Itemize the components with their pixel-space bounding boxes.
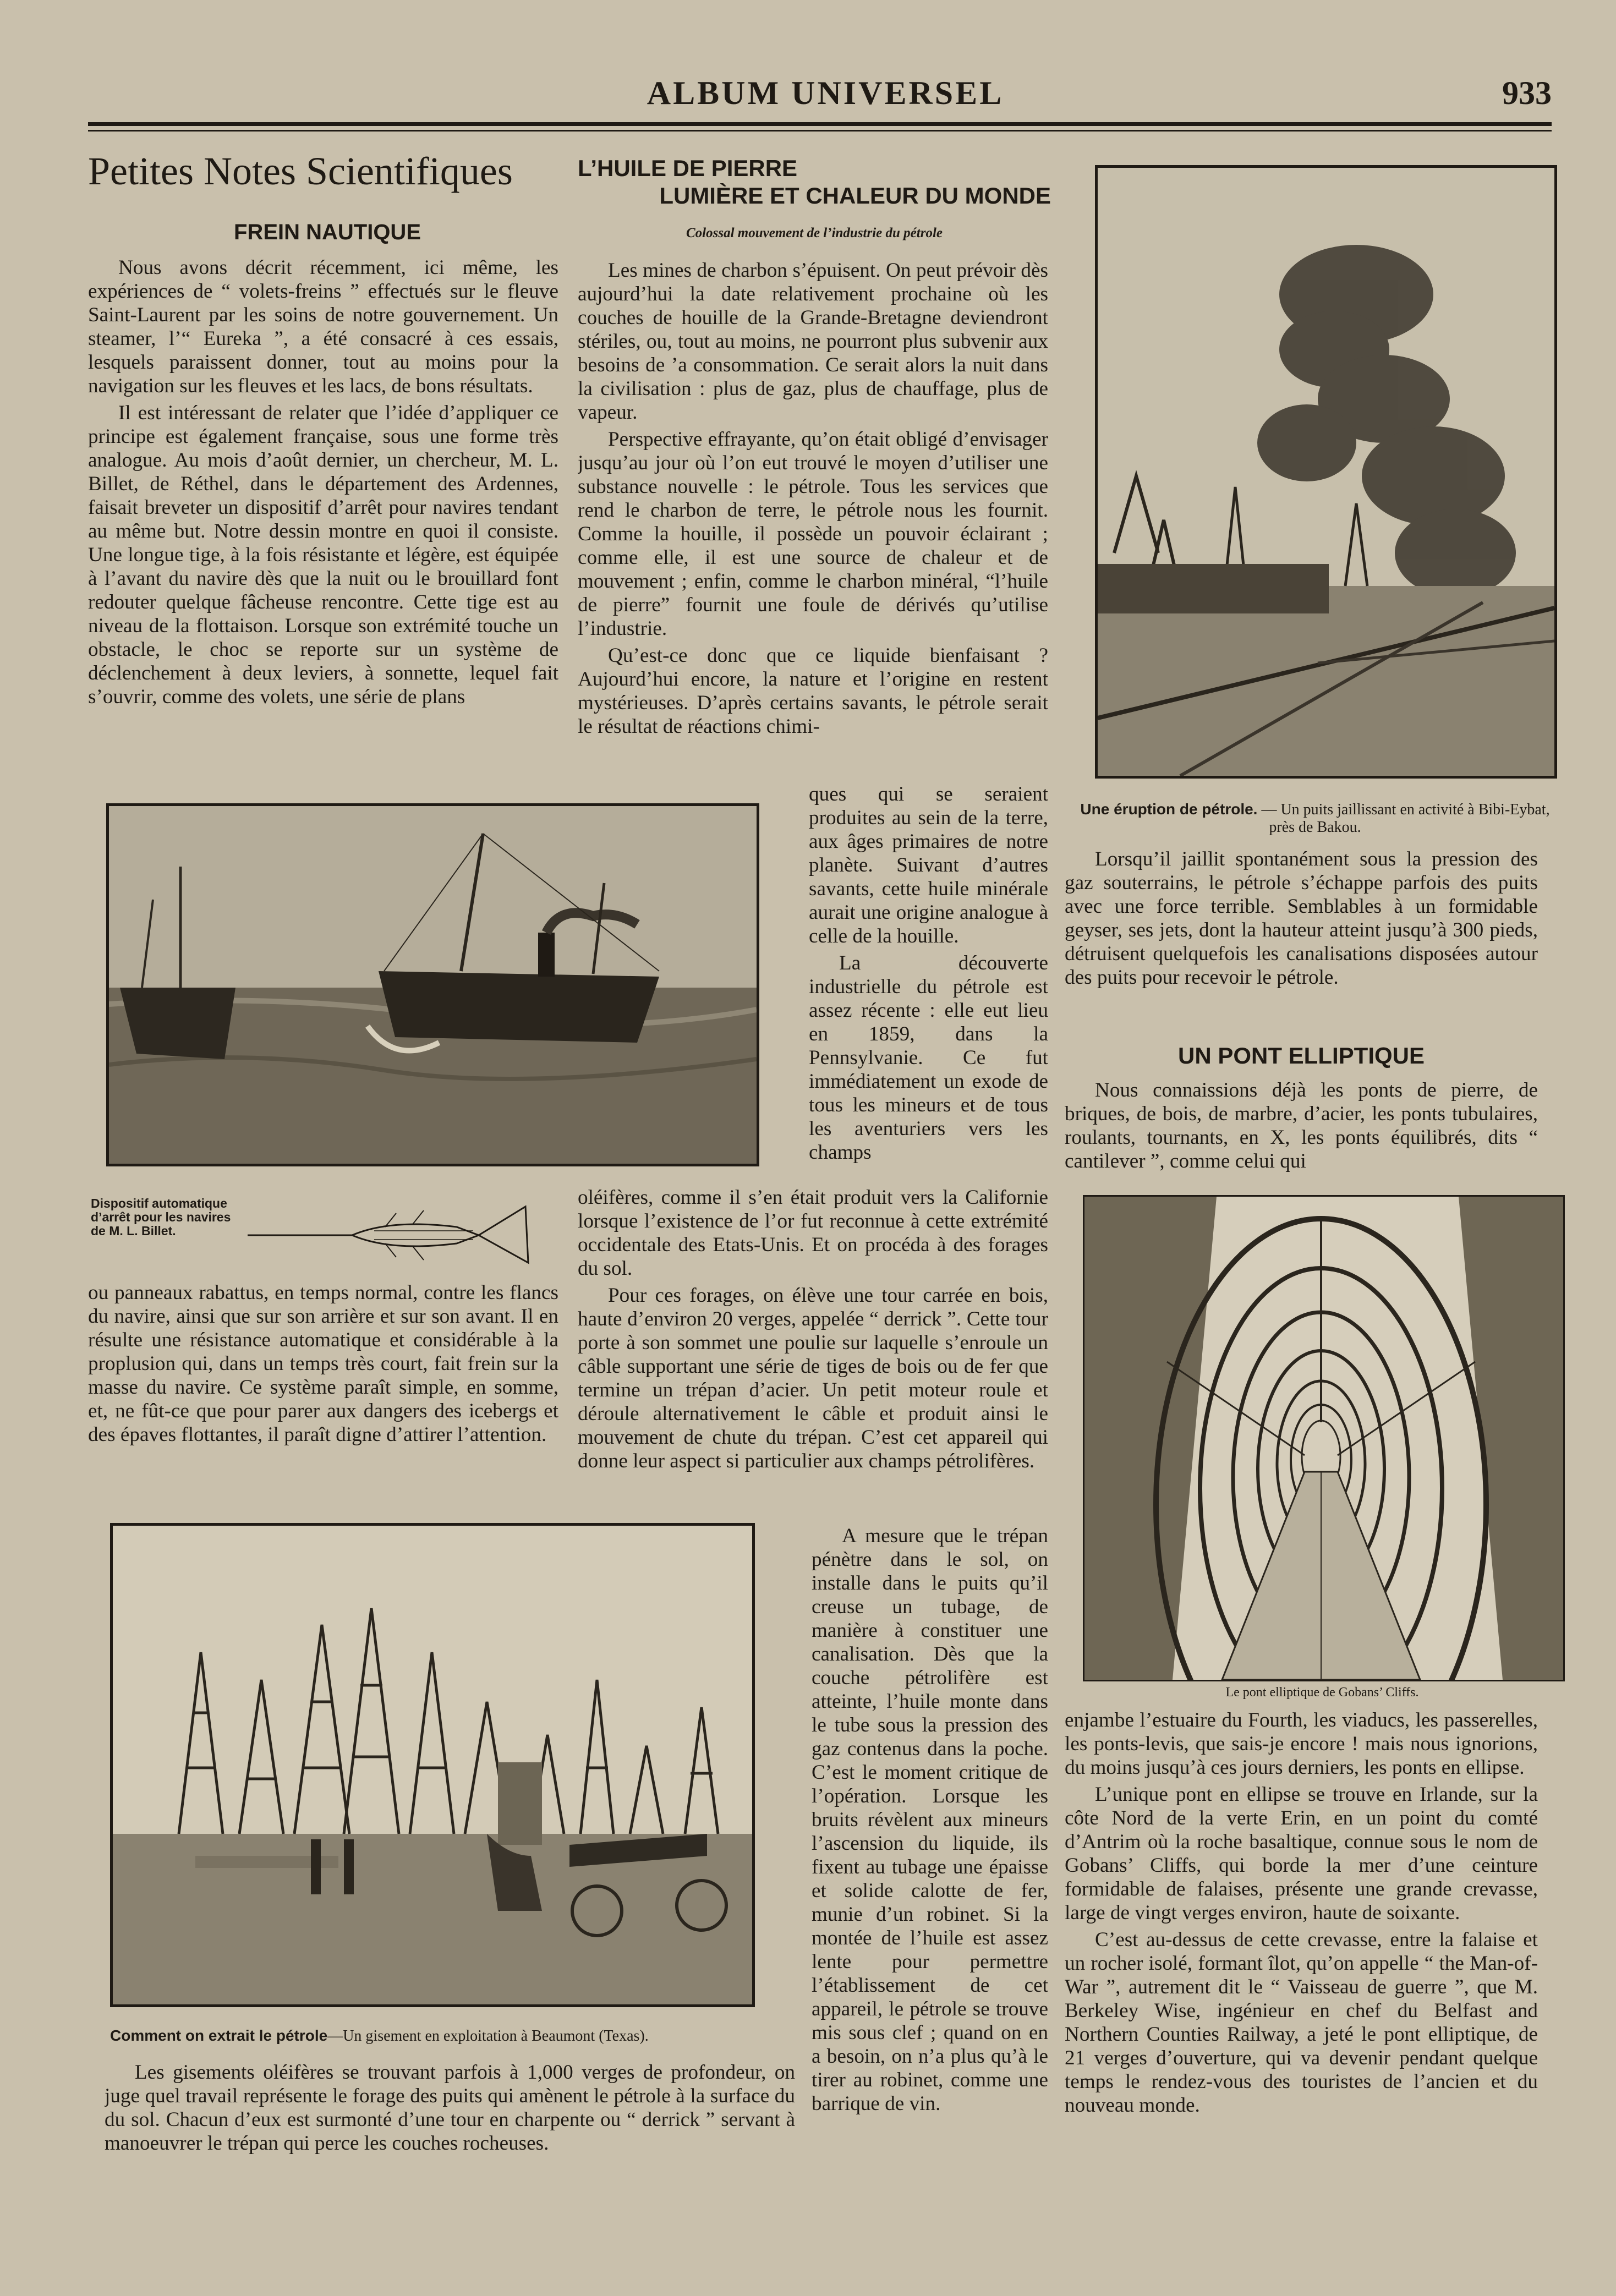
article-frein-continued: [88, 1281, 558, 1501]
article-title-frein: FREIN NAUTIQUE: [234, 220, 421, 244]
article-title-pont: UN PONT ELLIPTIQUE: [1177, 1043, 1425, 1068]
derricks-illustration: [113, 1526, 752, 2004]
eruption-photo: [1095, 165, 1557, 779]
header-rule: [88, 122, 1552, 126]
paragraph: La découverte industrielle du pétrole est assez récente : elle eut lieu en 1859, dans la Pennsylvanie. Ce fut immédiatement un exode de tous les mineurs et de tous les aventuriers vers les champs: [809, 952, 1048, 1164]
article-oil-text: [578, 259, 1048, 784]
bridge-caption: Le pont elliptique de Gobans’ Cliffs.: [1225, 1685, 1419, 1700]
header-rule-thin: [88, 130, 1552, 131]
ship-photo: [106, 803, 759, 1166]
ship-illustration: [109, 806, 757, 1164]
section-title: Petites Notes Scientifiques: [88, 149, 513, 193]
bridge-text-1: [1065, 1078, 1538, 1177]
article-title-oil-line1: L’HUILE DE PIERRE: [578, 155, 798, 181]
paragraph: Pour ces forages, on élève une tour carrée en bois, haute d’environ 20 verges, appelée “ derrick ”. Cette tour porte à son sommet une poulie sur laquelle s’enroule un câble supportant une série de tiges de bois ou de fer que termine un trépan d’acier. Un petit moteur roule et déroule alternativement le câble et produit ainsi le mouvement de chute du trépan. C’est cet appareil qui donne leur aspect si particulier aux champs pétrolifères.: [578, 1284, 1048, 1472]
paragraph: C’est au-dessus de cette crevasse, entre la falaise et un rocher isolé, formant îlot, qu’on appelle “ the Man-of-War ”, autrement dit le “ Vaisseau de guerre ”, que M. Berkeley Wise, ingénieur en chef du Belfast and Northern Counties Railway, a jeté le pont elliptique, de 21 verges d’ouverture, qui va devenir pendant quelque temps le rendez-vous des touristes de l’ancien et du nouveau monde.: [1065, 1928, 1538, 2117]
diagram-caption: Dispositif automatique d’arrêt pour les navires de M. L. Billet.: [91, 1196, 231, 1238]
paragraph: Qu’est-ce donc que ce liquide bienfaisant ? Aujourd’hui encore, la nature et l’origine en restent mystérieuses. D’après certains savants, le pétrole serait le résultat de réactions chimi-: [578, 644, 1048, 738]
brake-device-diagram: [248, 1197, 545, 1274]
running-header-title: ALBUM UNIVERSEL: [647, 75, 1004, 111]
article-oil-narrow-1: [809, 782, 1048, 1177]
paragraph: Nous avons décrit récemment, ici même, les expériences de “ volets-freins ” effectués sur le fleuve Saint-Laurent par les soins de notre gouvernement. Un steamer, l’“ Eureka ”, a été consacré à ces essais, lesquels paraissent donner, tout au moins pour la navigation sur les fleuves et les lacs, de bons résultats.: [88, 256, 558, 397]
oilfield-photo: [110, 1523, 755, 2007]
device-sketch: [248, 1197, 545, 1274]
paragraph: Les mines de charbon s’épuisent. On peut prévoir dès aujourd’hui la date relativement prochaine où les couches de houille de la Grande-Bretagne deviendront stériles, ou, tout au moins, ne pourront plus subvenir aux besoins de ’a consommation. Ce serait alors la nuit dans la civilisation : plus de gaz, plus de chauffage, plus de vapeur.: [578, 259, 1048, 424]
article-subtitle-oil: Colossal mouvement de l’industrie du pétrole: [686, 226, 943, 240]
article-oil-narrow-2: [812, 1524, 1048, 2184]
article-oil-text-mid: [578, 1186, 1048, 1526]
paragraph: Perspective effrayante, qu’on était obligé d’envisager jusqu’au jour où l’on eut trouvé le moyen d’utiliser une substance nouvelle : le pétrole. Tous les services que rend le charbon de terre, le pétrole nous les fournit. Comme la houille, il possède un pouvoir éclairant ; comme elle, il est une source de chaleur et de mouvement ; enfin, comme le charbon minéral, “l’huile de pierre” fournit une foule de dérivés qu’utilise l’industrie.: [578, 428, 1048, 640]
caption-rest: — Un puits jaillissant en activité à Bibi-Eybat, près de Bakou.: [1257, 801, 1550, 836]
bridge-text-2: [1065, 1708, 1538, 2198]
article-frein-text: [88, 256, 558, 784]
oilfield-text: [105, 2061, 795, 2182]
paragraph: ques qui se seraient produites au sein de la terre, aux âges primaires de notre planète. Suivant d’autres savants, cette huile minérale aurait une origine analogue à celle de la houille.: [809, 783, 1048, 947]
bridge-illustration-frame: [1083, 1195, 1565, 1681]
oilfield-caption: [110, 2027, 770, 2045]
oil-eruption-illustration: [1098, 168, 1554, 776]
elliptical-bridge-illustration: [1084, 1197, 1563, 1680]
caption-bold: Une éruption de pétrole.: [1080, 801, 1258, 818]
paragraph: ou panneaux rabattus, en temps normal, contre les flancs du navire, ainsi que sur son arrière et sur son avant. Il en résulte une résistance automatique et considérable à la proplusion qui, dans un temps très court, fait frein sur la masse du navire. Ce système paraît simple, en somme, et, ne fût-ce que pour parer aux dangers des icebergs et des épaves flottantes, il paraît digne d’attirer l’attention.: [88, 1281, 558, 1446]
paragraph: L’unique pont en ellipse se trouve en Irlande, sur la côte Nord de la verte Erin, en un point du comté d’Antrim où la roche basaltique, connue sous le nom de Gobans’ Cliffs, qui borde la mer d’une ceinture formidable de falaises, présente une grande crevasse, large de vingt verges environ, haute de soixante.: [1065, 1783, 1538, 1924]
article-title-oil-line2: LUMIÈRE ET CHALEUR DU MONDE: [659, 183, 1051, 209]
paragraph: Nous connaissions déjà les ponts de pierre, de briques, de bois, de marbre, d’acier, les ponts tubulaires, roulants, tournants, en X, les ponts équilibrés, dits “ cantilever ”, comme celui qui: [1065, 1079, 1538, 1172]
paragraph: A mesure que le trépan pénètre dans le sol, on installe dans le puits qu’il creuse un tubage, de manière à constituer une canalisation. Dès que la couche pétrolifère est atteinte, l’huile monte dans le tube sous la pression des gaz contenus dans la poche. C’est le moment critique de l’opération. Lorsque les bruits révèlent aux mineurs l’ascension du liquide, ils fixent au tubage une épaisse et solide calotte de fer, munie d’un robinet. Si la montée de l’huile est assez lente pour permettre l’établissement de cet appareil, le pétrole se trouve mis sous clef ; quand on en a besoin, on n’a plus qu’à le tirer au robinet, comme une barrique de vin.: [812, 1525, 1048, 2115]
page-number: 933: [1502, 75, 1552, 111]
paragraph: enjambe l’estuaire du Fourth, les viaducs, les passerelles, les ponts-levis, que sais-je encore ! mais nous ignorions, du moins jusqu’à ces jours derniers, les ponts en ellipse.: [1065, 1709, 1538, 1779]
eruption-caption: [1073, 801, 1557, 836]
caption-bold: Comment on extrait le pétrole: [110, 2027, 328, 2044]
geyser-text: [1065, 847, 1538, 1023]
paragraph: Lorsqu’il jaillit spontanément sous la pression des gaz souterrains, le pétrole s’échappe parfois des puits avec une force terrible. Semblables à un formidable geyser, ses jets, dont la hauteur atteint jusqu’à 300 pieds, détruisent quelquefois les canalisations disposées autour des puits pour recevoir le pétrole.: [1065, 848, 1538, 989]
paragraph: Il est intéressant de relater que l’idée d’appliquer ce principe est également française, sous une forme très analogue. Au mois d’août dernier, un chercheur, M. L. Billet, de Réthel, dans le département des Ardennes, faisait breveter un dispositif d’arrêt pour navires tendant au même but. Notre dessin montre en quoi il consiste. Une longue tige, à la fois résistante et légère, est équipée à l’avant du navire dès que la nuit ou le brouillard font redouter quelque fâcheuse rencontre. Cette tige est au niveau de la flottaison. Lorsque son extrémité touche un obstacle, le choc se reporte sur un système de déclenchement à deux leviers, à sonnette, lequel fait s’ouvrir, comme des volets, une série de plans: [88, 402, 558, 708]
caption-rest: —Un gisement en exploitation à Beaumont (Texas).: [327, 2028, 649, 2045]
paragraph: oléifères, comme il s’en était produit vers la Californie lorsque l’existence de l’or fut reconnue à cette extrémité occidentale des Etats-Unis. Et on procéda à des forages du sol.: [578, 1186, 1048, 1280]
paragraph: Les gisements oléifères se trouvant parfois à 1,000 verges de profondeur, on juge quel travail représente le forage des puits qui amènent le pétrole à la surface du du sol. Chacun d’eux est surmonté d’une tour en charpente ou “ derrick ” servant à manoeuvrer le trépan qui perce les couches rocheuses.: [105, 2061, 795, 2155]
